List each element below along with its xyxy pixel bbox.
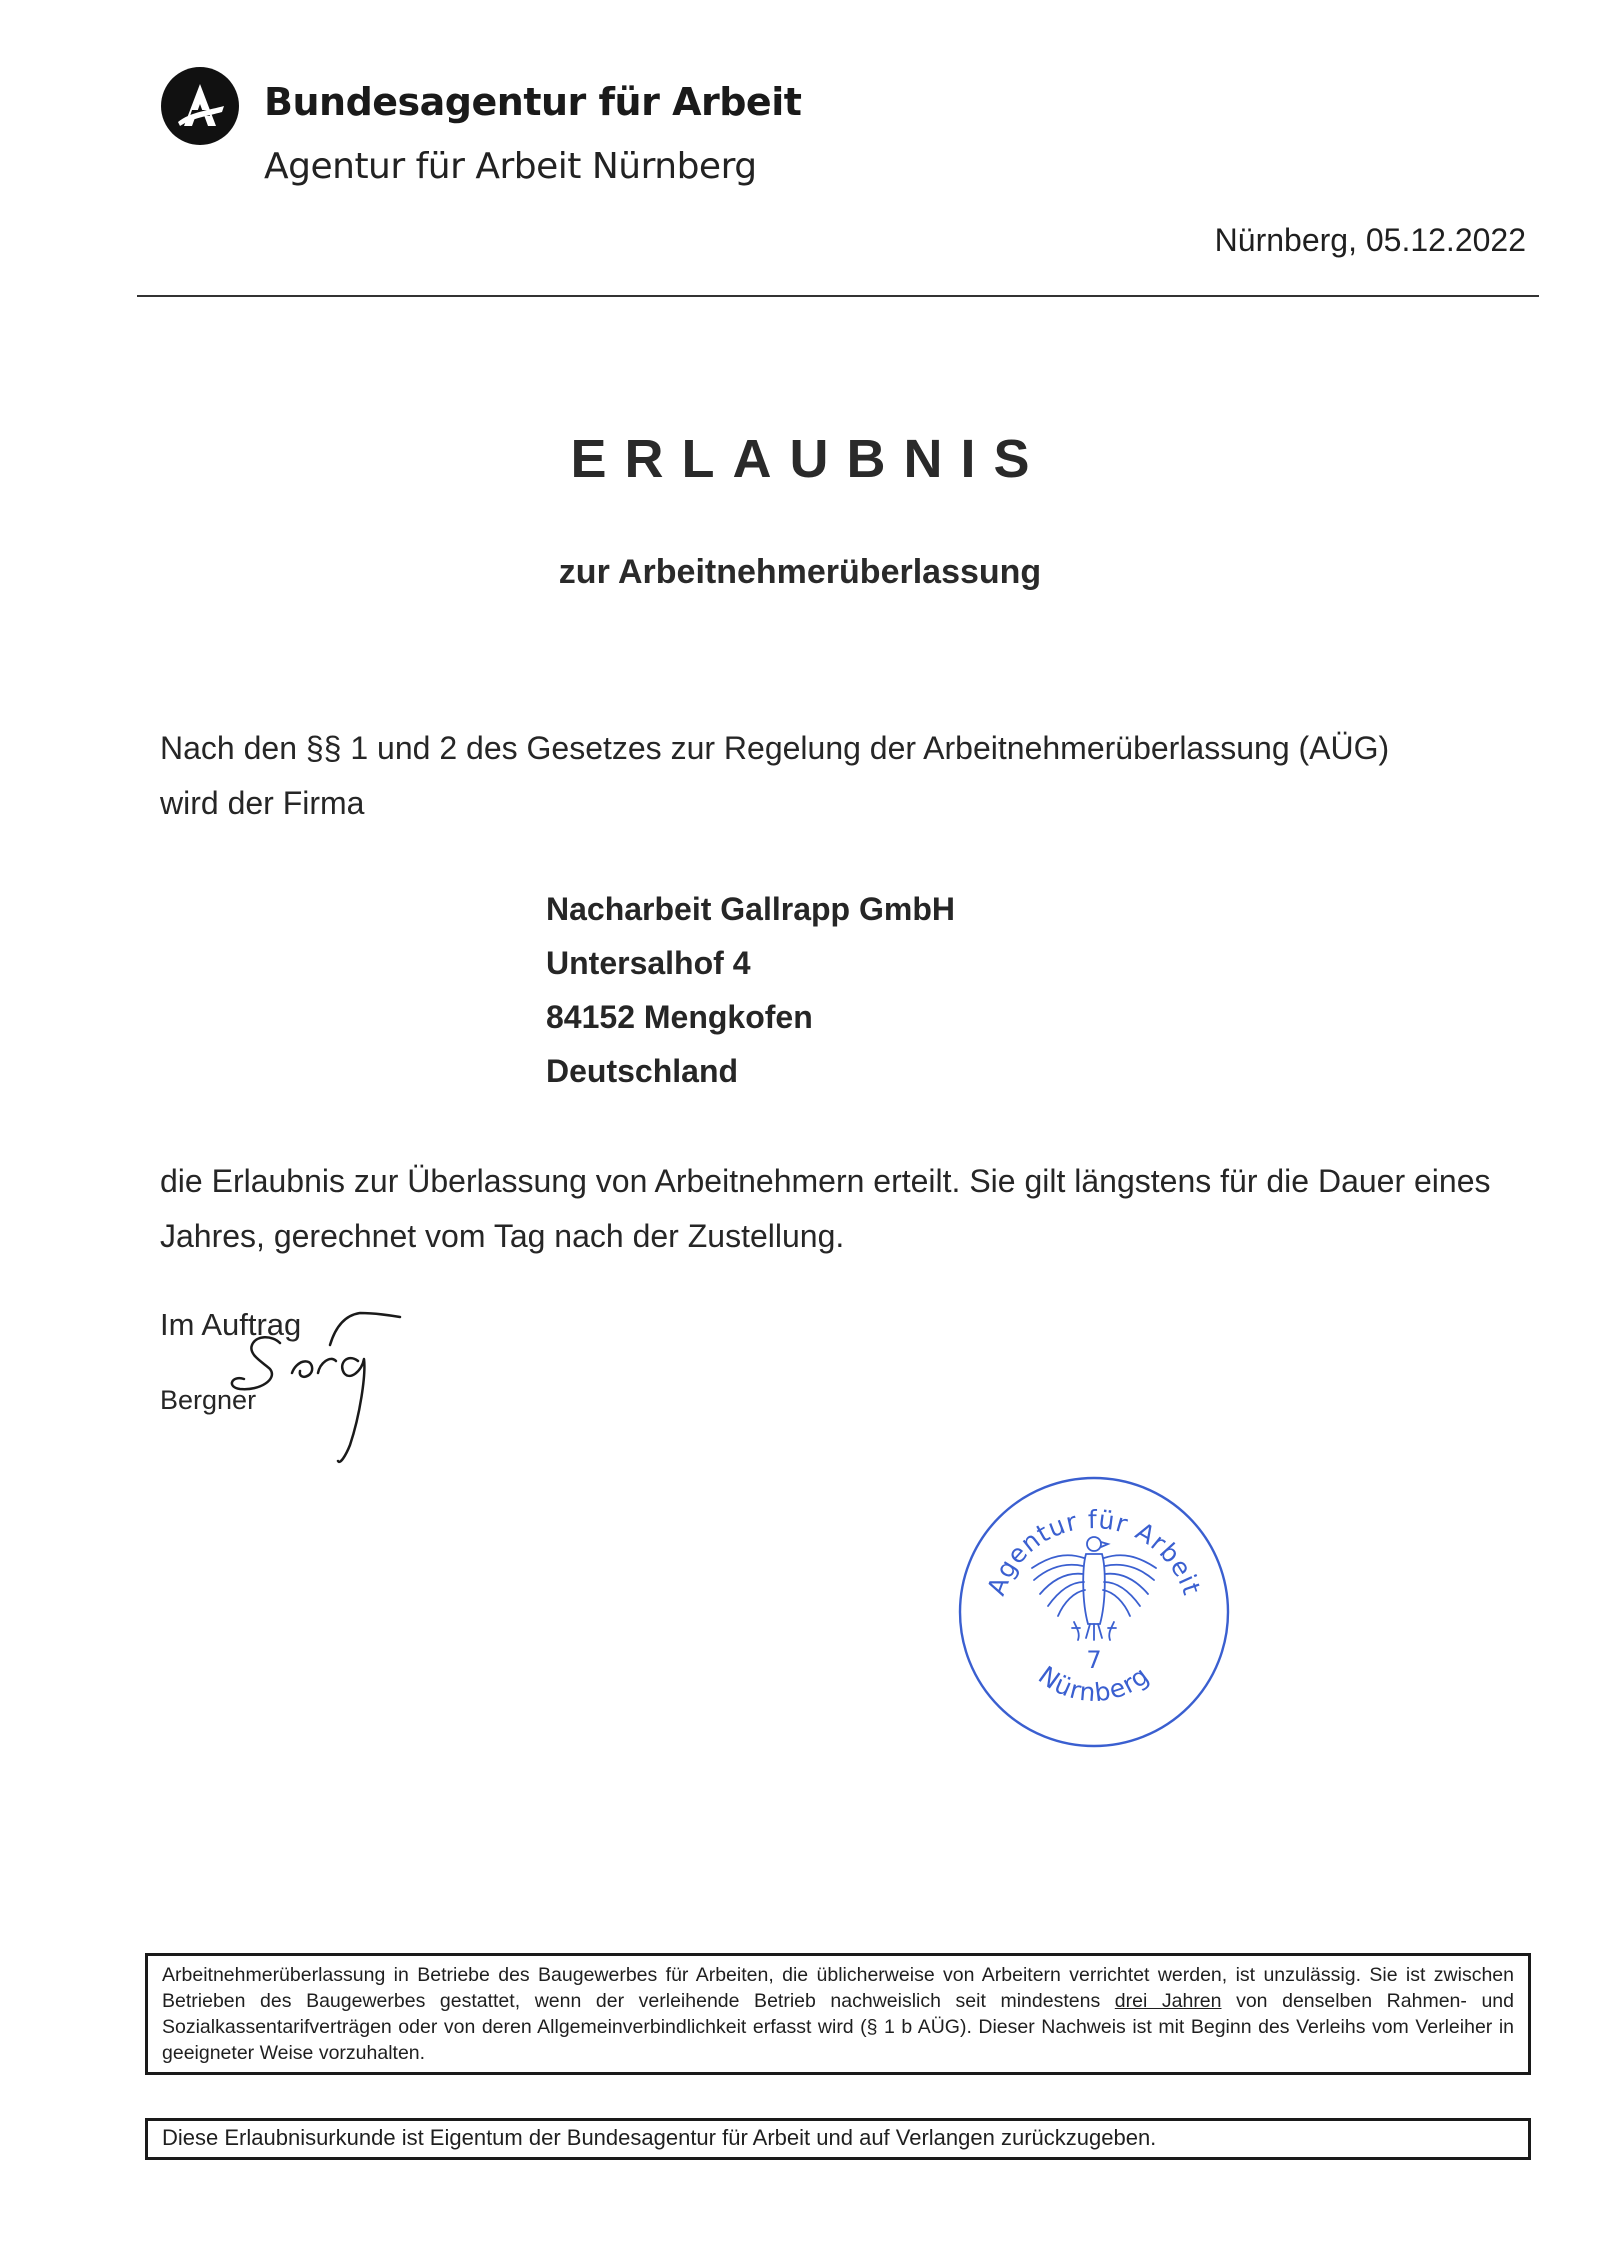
place-date: Nürnberg, 05.12.2022 (1214, 222, 1526, 258)
handwritten-signature (160, 1305, 410, 1470)
header-divider (137, 295, 1539, 297)
intro-paragraph (160, 721, 1389, 831)
intro-line-1: Nach den §§ 1 und 2 des Gesetzes zur Regelung der Arbeitnehmerüberlassung (AÜG) (160, 730, 1390, 766)
property-notice-box: Diese Erlaubnisurkunde ist Eigentum der Bundesagentur für Arbeit und auf Verlangen zurückzugeben. (145, 2118, 1531, 2160)
stamp-bottom-text: Nürnberg (1033, 1660, 1155, 1708)
stamp-top-text: Agentur für Arbeit (981, 1504, 1207, 1600)
recipient-street: Untersalhof 4 (546, 945, 751, 981)
construction-notice-box (145, 1953, 1531, 2075)
notice-text-after: von denselben Rahmen- und Sozialkassentarifverträgen oder von deren Allgemeinverbindlichkeit erfasst wird (§ 1 b AÜG). Dieser Nachweis ist mit Beginn des Verleihs vom Verleiher in geeigneter Weise vorzuhalten. (162, 1990, 1514, 2064)
grant-line-1: die Erlaubnis zur Überlassung von Arbeitnehmern erteilt. Sie gilt längstens für die Dauer eines (160, 1163, 1491, 1199)
recipient-country: Deutschland (546, 1053, 739, 1089)
grant-line-2: Jahres, gerechnet vom Tag nach der Zustellung. (160, 1218, 845, 1254)
document-subtitle: zur Arbeitnehmerüberlassung (558, 553, 1042, 591)
signer-name: Bergner (160, 1385, 257, 1415)
intro-line-2: wird der Firma (160, 785, 365, 821)
svg-text:Agentur für Arbeit (981, 1505, 1206, 1599)
ba-logo-icon (160, 66, 240, 146)
notice-text-before: Arbeitnehmerüberlassung in Betriebe des Baugewerbes für Arbeiten, die üblicherweise von Arbeitern verrichtet werden, ist unzulässig. Sie ist zwischen Betrieben des Baugewerbes gestattet, wenn der verleihende Betrieb nachweislich seit mindestens (162, 1964, 1514, 2012)
recipient-address (546, 882, 955, 1098)
org-name: Bundesagentur für Arbeit (264, 80, 802, 124)
signoff-text: Im Auftrag (160, 1307, 302, 1342)
notice-underlined: drei Jahren (1114, 1990, 1222, 2012)
document-title: ERLAUBNIS (570, 429, 1048, 489)
recipient-city: 84152 Mengkofen (546, 999, 813, 1035)
official-stamp (954, 1472, 1234, 1752)
stamp-number: 7 (1086, 1646, 1102, 1674)
grant-paragraph (160, 1154, 1491, 1264)
recipient-company: Nacharbeit Gallrapp GmbH (546, 891, 955, 927)
org-subtitle: Agentur für Arbeit Nürnberg (264, 146, 757, 187)
federal-eagle-icon (1032, 1537, 1156, 1640)
